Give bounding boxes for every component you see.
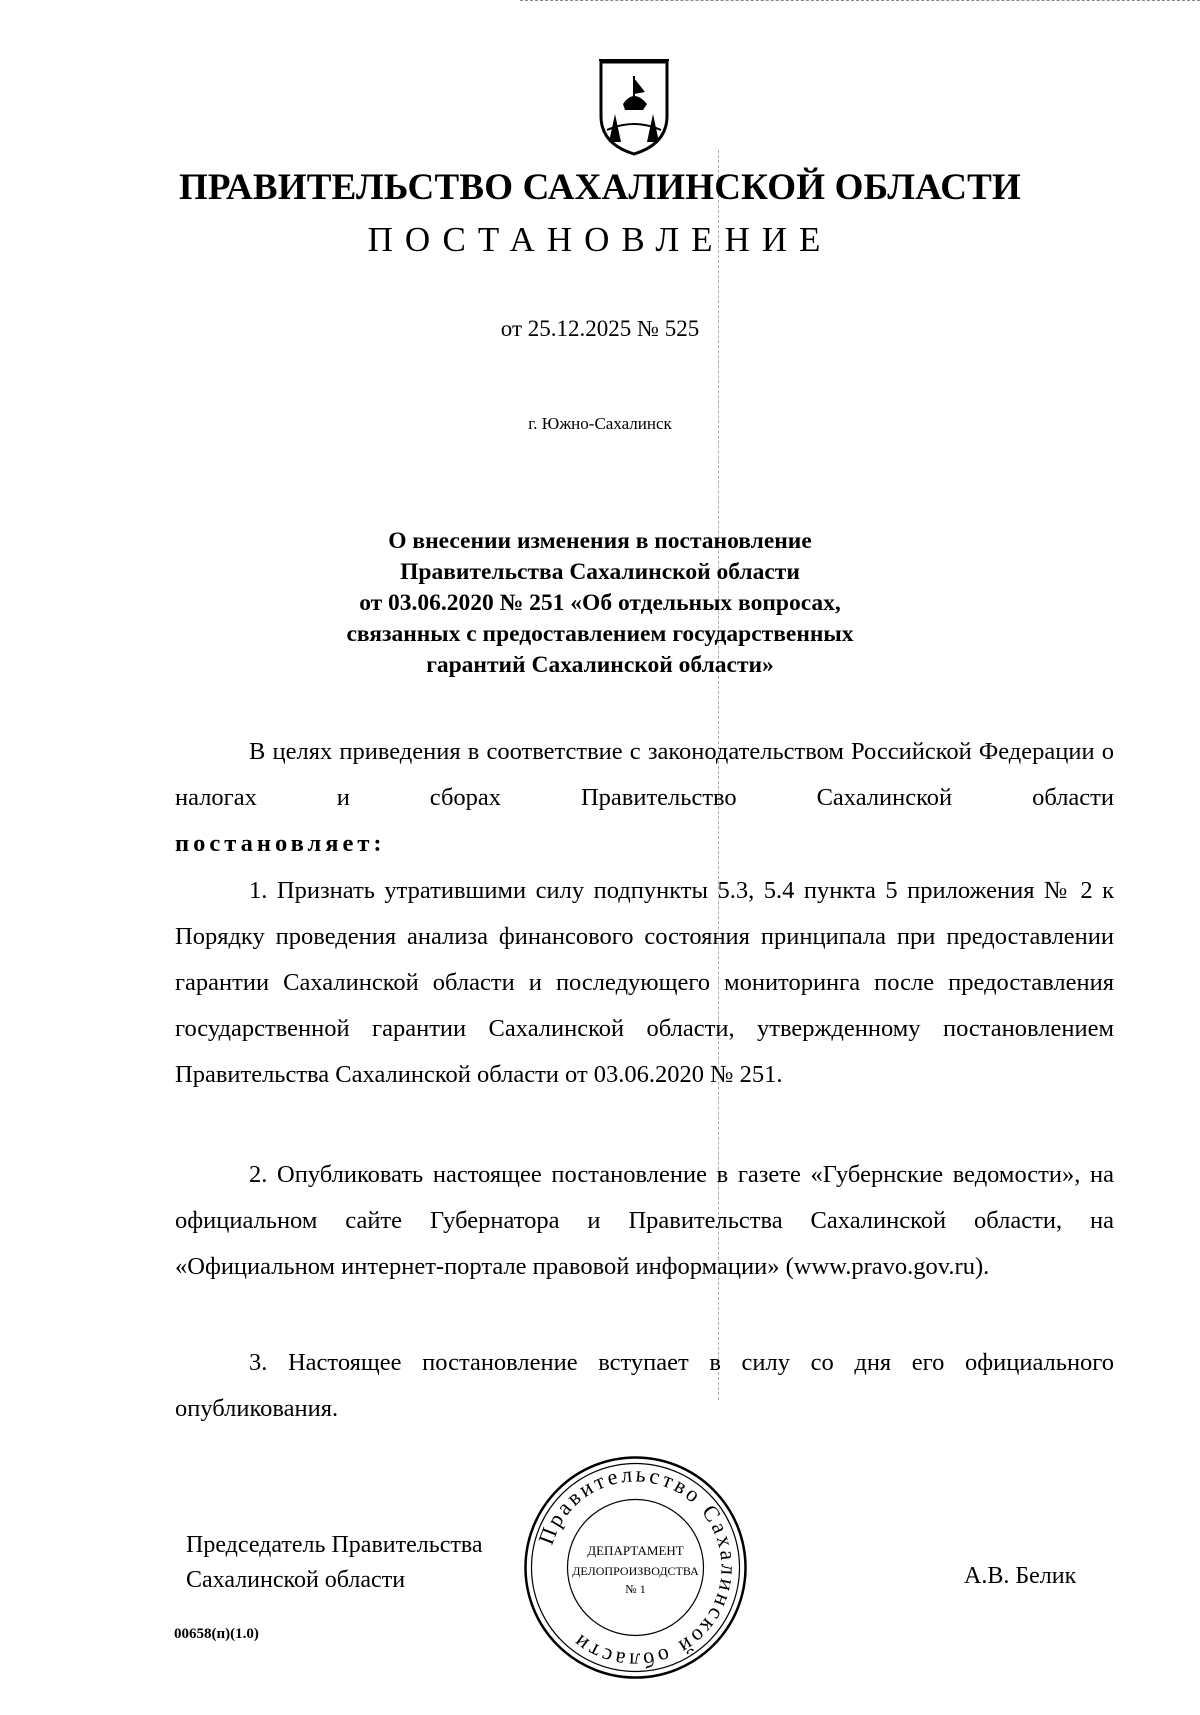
signatory-name: А.В. Белик (964, 1563, 1077, 1589)
item-3-paragraph (175, 1340, 1114, 1432)
scan-edge-line (520, 0, 1200, 3)
item-3-text: 3. Настоящее постановление вступает в силу со дня его официального опубликования. (175, 1349, 1114, 1422)
coat-of-arms-icon (595, 58, 673, 156)
stamp-center-line: ДЕПАРТАМЕНТ (587, 1543, 684, 1558)
item-2-paragraph (175, 1152, 1114, 1290)
subject-line: О внесении изменения в постановление (388, 528, 812, 554)
item-1-paragraph (175, 868, 1114, 1098)
subject-line: гарантий Сахалинской области» (426, 652, 774, 678)
document-date-number: от 25.12.2025 № 525 (500, 316, 700, 341)
item-1-text: 1. Признать утратившими силу подпункты 5.3, 5.4 пункта 5 приложения № 2 к Порядку проведения анализа финансового состояния принципала при предоставлении гарантии Сахалинской области и последующего мониторинга после предоставления государственной гарантии Сахалинской области, утвержденному постановлением Правительства Сахалинской области от 03.06.2020 № 251. (175, 877, 1114, 1088)
signatory-position-line: Сахалинской области (186, 1567, 406, 1593)
government-title: ПРАВИТЕЛЬСТВО САХАЛИНСКОЙ ОБЛАСТИ (178, 167, 1022, 208)
stamp-center-line: ДЕЛОПРОИЗВОДСТВА (572, 1564, 699, 1578)
document-city: г. Южно-Сахалинск (528, 414, 672, 433)
preamble-paragraph (175, 729, 1114, 867)
signatory-position-line: Председатель Правительства (186, 1532, 483, 1558)
item-2-text: 2. Опубликовать настоящее постановление в газете «Губернские ведомости», на официальном сайте Губернатора и Правительства Сахалинской области, на «Официальном интернет-портале правовой информации» (www.pravo.gov.ru). (175, 1161, 1114, 1280)
subject-line: Правительства Сахалинской области (400, 559, 800, 585)
official-stamp (523, 1455, 748, 1680)
preamble-text: В целях приведения в соответствие с законодательством Российской Федерации о налогах и сборах Правительство Сахалинской области (175, 738, 1114, 811)
subject-line: от 03.06.2020 № 251 «Об отдельных вопросах, (359, 590, 841, 616)
document-type: ПОСТАНОВЛЕНИЕ (367, 220, 833, 259)
stamp-ring-text: Правительство Сахалинской области (532, 1461, 742, 1674)
resolves-word: постановляет: (175, 830, 386, 857)
signatory-position (186, 1528, 483, 1598)
stamp-center-line: № 1 (625, 1582, 646, 1596)
resolves-text (175, 821, 1114, 867)
form-code: 00658(п)(1.0) (174, 1626, 259, 1642)
document-subject (0, 526, 1200, 681)
subject-line: связанных с предоставлением государственных (346, 621, 854, 647)
